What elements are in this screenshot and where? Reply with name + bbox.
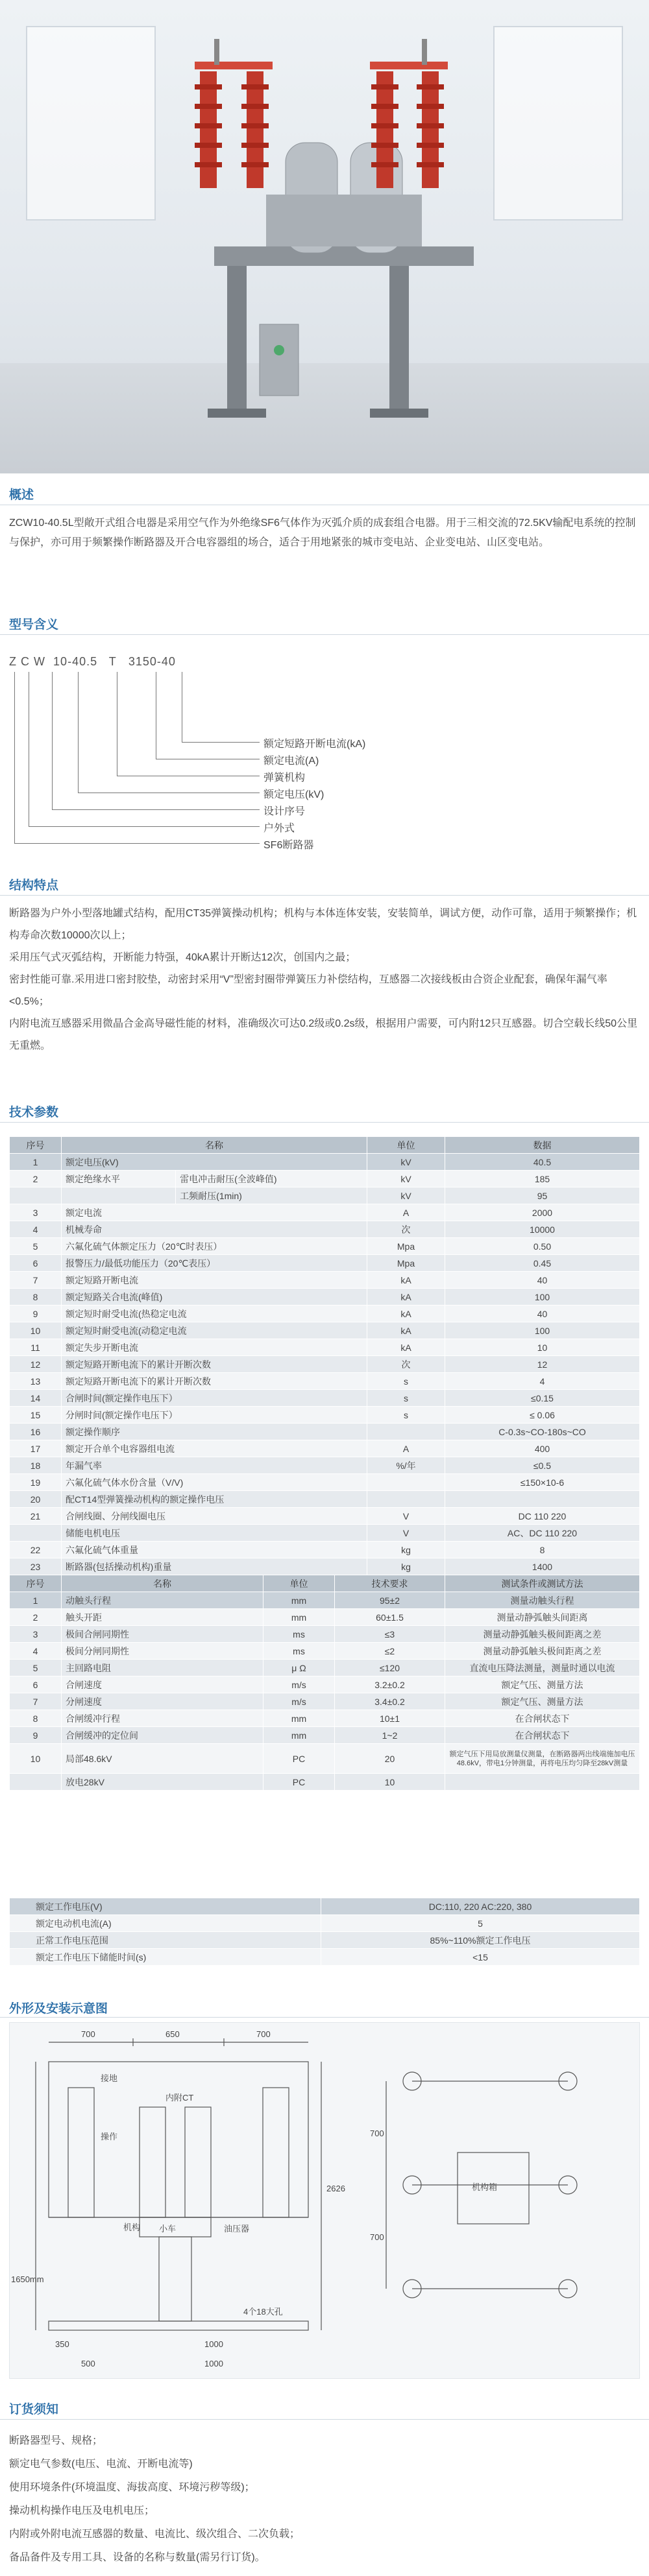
- table-cell: 4: [10, 1221, 62, 1238]
- table-cell: 17: [10, 1440, 62, 1457]
- table-cell: Mpa: [367, 1255, 445, 1272]
- table-cell: 40.5: [445, 1154, 640, 1171]
- table-cell: 合闸线圈、分闸线圈电压: [62, 1508, 367, 1525]
- table-header: 序号: [10, 1137, 62, 1154]
- table-cell: 7: [10, 1693, 62, 1710]
- table-cell: Mpa: [367, 1238, 445, 1255]
- table-header: 单位: [367, 1137, 445, 1154]
- table-cell: 合闸缓冲的定位间: [62, 1727, 263, 1744]
- table-cell: ≤0.15: [445, 1390, 640, 1407]
- table-cell: 分闸速度: [62, 1693, 263, 1710]
- table-cell: [367, 1474, 445, 1491]
- table-cell: 机械寿命: [62, 1221, 367, 1238]
- table-cell: AC、DC 110 220: [445, 1525, 640, 1542]
- table-cell: 额定短时耐受电流(动稳定电流: [62, 1322, 367, 1339]
- table-cell: 8: [445, 1542, 640, 1558]
- bracket-line: [52, 809, 260, 810]
- table-cell: PC: [263, 1774, 335, 1791]
- table-cell: 11: [10, 1339, 62, 1356]
- table-cell: 100: [445, 1289, 640, 1306]
- table-header: 数据: [445, 1137, 640, 1154]
- dim-label: 2626: [326, 2184, 345, 2193]
- table-cell: 10: [10, 1322, 62, 1339]
- table-cell: [10, 1525, 62, 1542]
- table-cell: 配CT14型弹簧操动机构的额定操作电压: [62, 1491, 367, 1508]
- table-cell: 1400: [445, 1558, 640, 1575]
- table-row: [10, 1542, 640, 1558]
- table-cell: 次: [367, 1356, 445, 1373]
- table-row: [10, 1255, 640, 1272]
- table-cell: <15: [321, 1949, 640, 1966]
- table-row: [10, 1204, 640, 1221]
- divider: [0, 2419, 649, 2420]
- table-cell: 15: [10, 1407, 62, 1424]
- table-cell: 六氟化硫气体水份含量（V/V): [62, 1474, 367, 1491]
- part-label: 小车: [159, 2224, 177, 2234]
- dim-label: 700: [81, 2029, 95, 2039]
- overview-text: ZCW10-40.5L型敞开式组合电器是采用空气作为外绝缘SF6气体作为灭弧介质的成套组合电器。用于三相交流的72.5KV输配电系统的控制与保护，亦可用于频繁操作断路器及开合电容器组的场合，适合于用地紧张的城市变电站、企业变电站、山区变电站。: [9, 518, 636, 548]
- table-cell: 9: [10, 1727, 62, 1744]
- table-cell: 185: [445, 1171, 640, 1187]
- table-cell: m/s: [263, 1676, 335, 1693]
- part-label: 油压器: [224, 2224, 250, 2234]
- table-cell: 3.4±0.2: [335, 1693, 445, 1710]
- table-cell: PC: [263, 1744, 335, 1774]
- table-cell: 局部48.6kV: [62, 1744, 263, 1774]
- part-label: 内附CT: [165, 2093, 194, 2103]
- table-cell: 0.50: [445, 1238, 640, 1255]
- table-cell: 5: [10, 1238, 62, 1255]
- order-note: 内附或外附电流互感器的数量、电流比、级次组合、二次负载；: [9, 2529, 300, 2540]
- table-header: 单位: [263, 1575, 335, 1592]
- table-cell: 放电28kV: [62, 1774, 263, 1791]
- table-cell: 6: [10, 1676, 62, 1693]
- table-cell: 12: [445, 1356, 640, 1373]
- table-cell: %/年: [367, 1457, 445, 1474]
- code-label: 额定电流(A): [263, 756, 319, 767]
- section-title-params: 技术参数: [9, 1106, 59, 1119]
- code-part: 10-: [53, 655, 73, 668]
- table-row: [10, 1491, 640, 1508]
- part-label: 机构: [123, 2223, 141, 2232]
- table-cell: 断路器(包括操动机构)重量: [62, 1558, 367, 1575]
- table-cell: 19: [10, 1474, 62, 1491]
- table-cell: kA: [367, 1339, 445, 1356]
- table-cell: 年漏气率: [62, 1457, 367, 1474]
- dim-label: 650: [165, 2029, 180, 2039]
- table-row: [10, 1774, 640, 1791]
- code-part: C: [21, 655, 31, 668]
- table-cell: 13: [10, 1373, 62, 1390]
- section-title-overview: 概述: [9, 488, 34, 502]
- table-cell: V: [367, 1525, 445, 1542]
- table-row: [10, 1339, 640, 1356]
- table-row: [10, 1322, 640, 1339]
- table-cell: s: [367, 1390, 445, 1407]
- table-cell: 400: [445, 1440, 640, 1457]
- table-cell: 测量动静弧触头极间距离之差: [445, 1626, 640, 1643]
- table-row: [10, 1744, 640, 1774]
- table-row: [10, 1474, 640, 1491]
- table-cell: 工频耐压(1min): [176, 1187, 367, 1204]
- table-cell: 40: [445, 1306, 640, 1322]
- table-cell: 10: [445, 1339, 640, 1356]
- table-cell: ≤2: [335, 1643, 445, 1660]
- table-row: [10, 1154, 640, 1171]
- table-cell: kA: [367, 1272, 445, 1289]
- model-code: [9, 655, 176, 669]
- dim-label: 1650mm: [11, 2274, 44, 2284]
- table-cell: 额定短路开断电流下的累计开断次数: [62, 1373, 367, 1390]
- code-part: Z: [9, 655, 17, 668]
- table-cell: A: [367, 1440, 445, 1457]
- table-row: [10, 1289, 640, 1306]
- table-cell: s: [367, 1373, 445, 1390]
- bracket-line: [29, 826, 260, 827]
- table-row: [10, 1457, 640, 1474]
- table-cell: V: [367, 1508, 445, 1525]
- table-cell: mm: [263, 1609, 335, 1626]
- code-part: W: [34, 655, 46, 668]
- table-cell: A: [367, 1204, 445, 1221]
- divider: [0, 1122, 649, 1123]
- table-cell: 9: [10, 1306, 62, 1322]
- table-cell: 额定电动机电流(A): [10, 1915, 321, 1932]
- table-cell: kV: [367, 1187, 445, 1204]
- table-cell: 合闸缓冲行程: [62, 1710, 263, 1727]
- table-cell: 六氟化硫气体重量: [62, 1542, 367, 1558]
- installation-drawing: [9, 2022, 640, 2379]
- order-note: 备品备件及专用工具、设备的名称与数量(需另行订货)。: [9, 2552, 265, 2563]
- code-label: 额定电压(kV): [263, 789, 324, 800]
- breaker-illustration: [0, 0, 649, 473]
- table-cell: 1: [10, 1592, 62, 1609]
- table-cell: kA: [367, 1322, 445, 1339]
- table-cell: C-0.3s~CO-180s~CO: [445, 1424, 640, 1440]
- table-cell: 22: [10, 1542, 62, 1558]
- table-cell: kV: [367, 1171, 445, 1187]
- table-row: [10, 1898, 640, 1915]
- code-part: 3150-: [128, 655, 162, 668]
- table-cell: 储能电机电压: [62, 1525, 367, 1542]
- part-label: 接地: [101, 2073, 118, 2083]
- table-cell: ≤150×10-6: [445, 1474, 640, 1491]
- table-cell: ms: [263, 1643, 335, 1660]
- table-cell: 5: [321, 1915, 640, 1932]
- code-label: SF6断路器: [263, 840, 314, 851]
- table-cell: ≤3: [335, 1626, 445, 1643]
- table-cell: 在合闸状态下: [445, 1710, 640, 1727]
- table-cell: mm: [263, 1592, 335, 1609]
- table-cell: [445, 1491, 640, 1508]
- table-row: [10, 1373, 640, 1390]
- table-row: [10, 1525, 640, 1542]
- table-header: 测试条件或测试方法: [445, 1575, 640, 1592]
- table-cell: 100: [445, 1322, 640, 1339]
- table-cell: 雷电冲击耐压(全波峰值): [176, 1171, 367, 1187]
- table-cell: [367, 1424, 445, 1440]
- table-cell: 5: [10, 1660, 62, 1676]
- table-cell: 报警压力/最低功能压力（20℃表压）: [62, 1255, 367, 1272]
- table-cell: 额定开合单个电容器组电流: [62, 1440, 367, 1457]
- feature-item: 采用压气式灭弧结构，开断能力特强，40kA累计开断达12次，创国内之最；: [9, 952, 356, 963]
- table-row: [10, 1710, 640, 1727]
- table-row: [10, 1693, 640, 1710]
- table-cell: 3.2±0.2: [335, 1676, 445, 1693]
- table-cell: 20: [335, 1744, 445, 1774]
- table-row: [10, 1932, 640, 1949]
- code-part: 40: [161, 655, 176, 668]
- part-label: 操作: [101, 2132, 118, 2141]
- table-cell: 正常工作电压范围: [10, 1932, 321, 1949]
- table-cell: [445, 1774, 640, 1791]
- table-cell: 8: [10, 1289, 62, 1306]
- table-cell: [10, 1187, 62, 1204]
- table-cell: 测量动静弧触头间距离: [445, 1609, 640, 1626]
- table-cell: 2: [10, 1171, 62, 1187]
- table-cell: 10: [335, 1774, 445, 1791]
- table-cell: 14: [10, 1390, 62, 1407]
- table-row: [10, 1676, 640, 1693]
- table-cell: 20: [10, 1491, 62, 1508]
- table-cell: 额定短路开断电流下的累计开断次数: [62, 1356, 367, 1373]
- dim-label: 350: [55, 2339, 69, 2349]
- table-cell: kA: [367, 1289, 445, 1306]
- table-cell: 10000: [445, 1221, 640, 1238]
- table-cell: 2: [10, 1609, 62, 1626]
- dim-label: 1000: [204, 2359, 223, 2368]
- table-cell: 额定短时耐受电流(热稳定电流: [62, 1306, 367, 1322]
- table-cell: 分闸时间(额定操作电压下）: [62, 1407, 367, 1424]
- table-cell: 40: [445, 1272, 640, 1289]
- table-cell: 合闸时间(额定操作电压下）: [62, 1390, 367, 1407]
- code-label: 设计序号: [263, 806, 306, 817]
- table-cell: ≤0.5: [445, 1457, 640, 1474]
- bracket-line: [182, 742, 260, 743]
- section-title-order: 订货须知: [9, 2403, 59, 2416]
- table-cell: 极间合闸同期性: [62, 1626, 263, 1643]
- table-cell: [367, 1491, 445, 1508]
- table-cell: 3: [10, 1626, 62, 1643]
- table-header: 技术要求: [335, 1575, 445, 1592]
- order-note: 使用环境条件(环境温度、海拔高度、环境污秽等级)；: [9, 2482, 255, 2493]
- table-cell: 额定短路关合电流(峰值): [62, 1289, 367, 1306]
- feature-item: 内附电流互感器采用微晶合金高导磁性能的材料，准确级次可达0.2级或0.2s级，根据用户需要，可内附12只互感器。切合空载长线50公里无重燃。: [9, 1018, 638, 1051]
- table-row: [10, 1949, 640, 1966]
- bracket-line: [52, 672, 53, 809]
- table-cell: [10, 1774, 62, 1791]
- feature-item: 断路器为户外小型落地罐式结构，配用CT35弹簧操动机构；机构与本体连体安装，安装简单，调试方便，动作可靠，适用于频繁操作；机构寿命次数10000次以上；: [9, 908, 637, 941]
- table-row: [10, 1306, 640, 1322]
- table-cell: 额定气压下用局放测量仪测量，在断路器两出线端施加电压48.6kV，带电1分钟测量，再将电压均匀降至28kV测量: [445, 1744, 640, 1774]
- table-cell: 额定操作顺序: [62, 1424, 367, 1440]
- spec-table-main: [9, 1136, 640, 1575]
- table-cell: 12: [10, 1356, 62, 1373]
- code-label: 户外式: [263, 823, 295, 834]
- table-cell: 额定电流: [62, 1204, 367, 1221]
- table-cell: mm: [263, 1710, 335, 1727]
- table-cell: 测量动触头行程: [445, 1592, 640, 1609]
- table-cell: kg: [367, 1558, 445, 1575]
- table-cell: 合闸速度: [62, 1676, 263, 1693]
- table-cell: 21: [10, 1508, 62, 1525]
- table-cell: DC:110, 220 AC:220, 380: [321, 1898, 640, 1915]
- table-row: [10, 1609, 640, 1626]
- table-cell: 1~2: [335, 1727, 445, 1744]
- table-cell: 额定气压、测量方法: [445, 1693, 640, 1710]
- table-row: [10, 1727, 640, 1744]
- table-cell: 在合闸状态下: [445, 1727, 640, 1744]
- table-cell: 六氟化硫气体额定压力（20℃时表压）: [62, 1238, 367, 1255]
- dim-label: 700: [370, 2232, 384, 2242]
- table-cell: kV: [367, 1154, 445, 1171]
- table-row: [10, 1592, 640, 1609]
- dim-label: 4个18大孔: [243, 2307, 283, 2317]
- bracket-line: [14, 672, 15, 843]
- table-cell: 6: [10, 1255, 62, 1272]
- divider: [0, 2017, 649, 2018]
- table-row: [10, 1356, 640, 1373]
- table-row: [10, 1660, 640, 1676]
- table-cell: 主回路电阻: [62, 1660, 263, 1676]
- part-label: 机构箱: [472, 2182, 498, 2192]
- dim-label: 1000: [204, 2339, 223, 2349]
- table-row: [10, 1407, 640, 1424]
- table-row: [10, 1626, 640, 1643]
- table-header: 名称: [62, 1575, 263, 1592]
- order-note: 断路器型号、规格；: [9, 2435, 103, 2446]
- divider: [0, 634, 649, 635]
- table-cell: 85%~110%额定工作电压: [321, 1932, 640, 1949]
- spec-table-mechanical: [9, 1575, 640, 1791]
- code-label: 额定短路开断电流(kA): [263, 739, 366, 750]
- table-cell: 10: [10, 1744, 62, 1774]
- table-cell: 测量动静弧触头极间距离之差: [445, 1643, 640, 1660]
- table-cell: 额定工作电压下储能时间(s): [10, 1949, 321, 1966]
- table-row: [10, 1643, 640, 1660]
- bracket-line: [78, 672, 79, 793]
- table-row: [10, 1558, 640, 1575]
- table-cell: 4: [10, 1643, 62, 1660]
- table-cell: μ Ω: [263, 1660, 335, 1676]
- table-cell: kA: [367, 1306, 445, 1322]
- order-note: 额定电气参数(电压、电流、开断电流等): [9, 2459, 193, 2470]
- table-cell: 60±1.5: [335, 1609, 445, 1626]
- spec-table-mechanism: [9, 1898, 640, 1966]
- section-title-features: 结构特点: [9, 879, 59, 892]
- table-row: [10, 1915, 640, 1932]
- table-cell: 4: [445, 1373, 640, 1390]
- table-cell: 95±2: [335, 1592, 445, 1609]
- table-cell: 额定失步开断电流: [62, 1339, 367, 1356]
- table-cell: 7: [10, 1272, 62, 1289]
- table-cell: kg: [367, 1542, 445, 1558]
- bracket-line: [14, 843, 260, 844]
- table-cell: 95: [445, 1187, 640, 1204]
- table-header: 序号: [10, 1575, 62, 1592]
- dim-label: 500: [81, 2359, 95, 2368]
- table-cell: s: [367, 1407, 445, 1424]
- table-cell: 额定工作电压(V): [10, 1898, 321, 1915]
- divider: [0, 895, 649, 896]
- table-cell: ms: [263, 1626, 335, 1643]
- table-row: [10, 1272, 640, 1289]
- order-notes: [9, 2429, 640, 2570]
- hero-product-photo: [0, 0, 649, 473]
- table-cell: ≤ 0.06: [445, 1407, 640, 1424]
- table-cell: 额定绝缘水平: [62, 1171, 176, 1187]
- section-title-model: 型号含义: [9, 618, 59, 632]
- table-row: [10, 1390, 640, 1407]
- order-note: 操动机构操作电压及电机电压；: [9, 2505, 155, 2516]
- code-label: 弹簧机构: [263, 772, 306, 783]
- table-cell: 18: [10, 1457, 62, 1474]
- table-cell: 8: [10, 1710, 62, 1727]
- dim-label: 700: [256, 2029, 271, 2039]
- features-text: [9, 903, 640, 1057]
- table-cell: m/s: [263, 1693, 335, 1710]
- table-row: [10, 1508, 640, 1525]
- table-cell: 1: [10, 1154, 62, 1171]
- table-cell: 额定短路开断电流: [62, 1272, 367, 1289]
- table-cell: 额定电压(kV): [62, 1154, 367, 1171]
- table-cell: 16: [10, 1424, 62, 1440]
- table-row: [10, 1221, 640, 1238]
- table-cell: 0.45: [445, 1255, 640, 1272]
- table-cell: 直流电压降法测量，测量时通以电流: [445, 1660, 640, 1676]
- table-cell: DC 110 220: [445, 1508, 640, 1525]
- table-cell: 额定气压、测量方法: [445, 1676, 640, 1693]
- table-cell: 动触头行程: [62, 1592, 263, 1609]
- section-title-drawing: 外形及安装示意图: [9, 2002, 108, 2016]
- table-cell: 触头开距: [62, 1609, 263, 1626]
- table-row: [10, 1440, 640, 1457]
- table-cell: [62, 1187, 176, 1204]
- table-cell: 3: [10, 1204, 62, 1221]
- table-cell: 10±1: [335, 1710, 445, 1727]
- code-part: 40.5: [72, 655, 98, 668]
- table-cell: 23: [10, 1558, 62, 1575]
- table-cell: mm: [263, 1727, 335, 1744]
- outline-drawing: [10, 2023, 641, 2379]
- table-cell: ≤120: [335, 1660, 445, 1676]
- table-cell: 极间分闸同期性: [62, 1643, 263, 1660]
- table-row: [10, 1238, 640, 1255]
- table-row: [10, 1424, 640, 1440]
- dim-label: 700: [370, 2129, 384, 2138]
- table-header: 名称: [62, 1137, 367, 1154]
- feature-item: 密封性能可靠.采用进口密封胶垫，动密封采用“V”型密封圈带弹簧压力补偿结构，互感器二次接线板由合资企业配套，确保年漏气率<0.5%；: [9, 974, 607, 1007]
- table-cell: 2000: [445, 1204, 640, 1221]
- table-cell: 次: [367, 1221, 445, 1238]
- table-row: [10, 1171, 640, 1187]
- table-row: [10, 1187, 640, 1204]
- code-part: T: [108, 655, 117, 668]
